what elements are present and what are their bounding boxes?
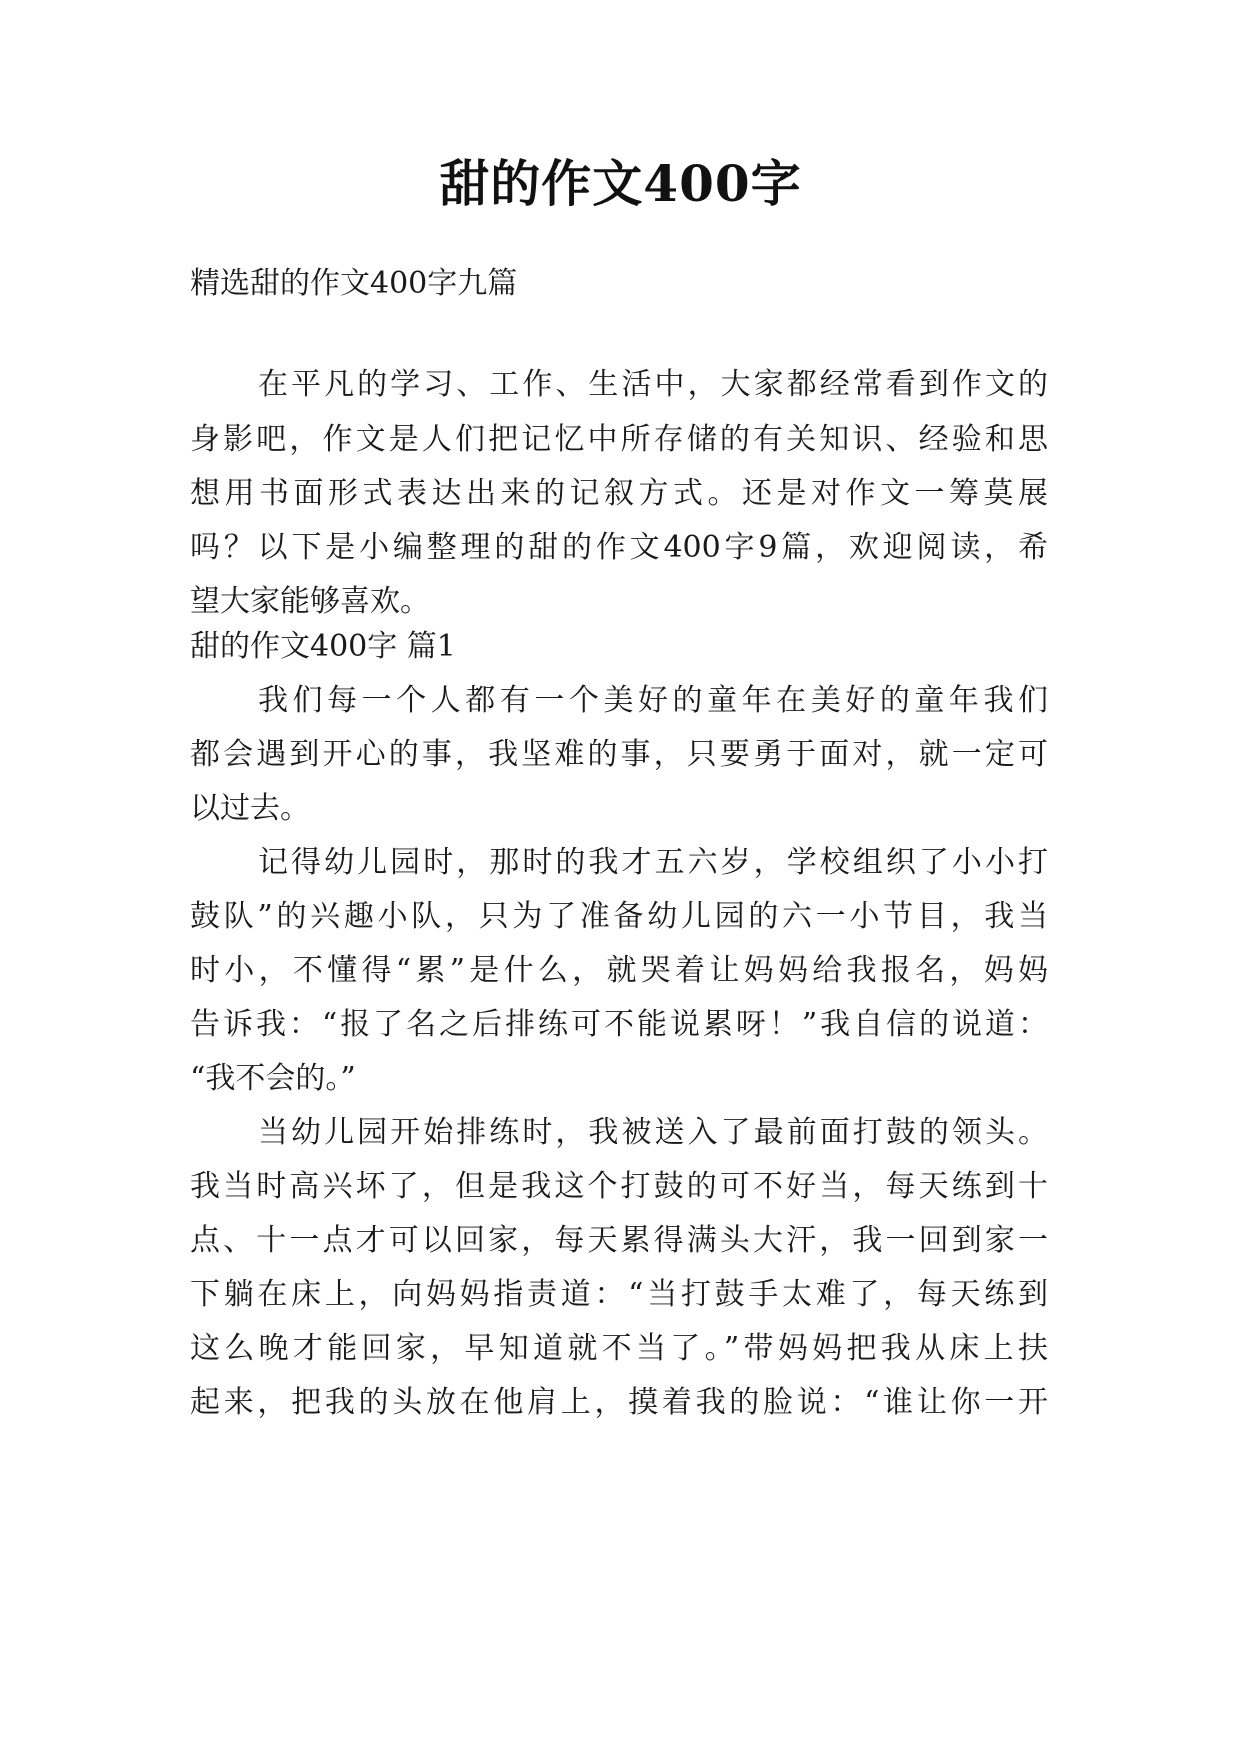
text-line: 当幼儿园开始排练时，我被送入了最前面打鼓的领头。 bbox=[258, 1115, 1048, 1150]
text-line: 以过去。 bbox=[190, 791, 310, 826]
text-line: 身影吧，作文是人们把记忆中所存储的有关知识、经验和思 bbox=[190, 422, 1048, 457]
text-line: 鼓队”的兴趣小队，只为了准备幼儿园的六一小节目，我当 bbox=[190, 899, 1048, 934]
document-subtitle: 精选甜的作文400字九篇 bbox=[190, 266, 518, 301]
text-line: 记得幼儿园时，那时的我才五六岁，学校组织了小小打 bbox=[258, 845, 1048, 880]
text-line: “我不会的。” bbox=[190, 1061, 356, 1096]
text-line: 都会遇到开心的事，我坚难的事，只要勇于面对，就一定可 bbox=[190, 737, 1048, 772]
section-heading: 甜的作文400字 篇1 bbox=[190, 629, 456, 664]
document-title: 甜的作文400字 bbox=[439, 154, 802, 213]
text-line: 我当时高兴坏了，但是我这个打鼓的可不好当，每天练到十 bbox=[190, 1169, 1048, 1204]
text-line: 吗？以下是小编整理的甜的作文400字9篇，欢迎阅读，希 bbox=[190, 530, 1048, 565]
text-line: 点、十一点才可以回家，每天累得满头大汗，我一回到家一 bbox=[190, 1223, 1048, 1258]
text-line: 在平凡的学习、工作、生活中，大家都经常看到作文的 bbox=[258, 367, 1048, 402]
text-line: 下躺在床上，向妈妈指责道：“当打鼓手太难了，每天练到 bbox=[190, 1277, 1048, 1312]
text-line: 告诉我：“报了名之后排练可不能说累呀！”我自信的说道： bbox=[190, 1007, 1048, 1042]
text-line: 想用书面形式表达出来的记叙方式。还是对作文一筹莫展 bbox=[190, 476, 1048, 511]
text-line: 时小，不懂得“累”是什么，就哭着让妈妈给我报名，妈妈 bbox=[190, 953, 1048, 988]
text-line: 这么晚才能回家，早知道就不当了。”带妈妈把我从床上扶 bbox=[190, 1331, 1048, 1366]
text-line: 我们每一个人都有一个美好的童年在美好的童年我们 bbox=[258, 683, 1048, 718]
text-line: 起来，把我的头放在他肩上，摸着我的脸说：“谁让你一开 bbox=[190, 1385, 1048, 1420]
text-line: 望大家能够喜欢。 bbox=[190, 584, 430, 619]
